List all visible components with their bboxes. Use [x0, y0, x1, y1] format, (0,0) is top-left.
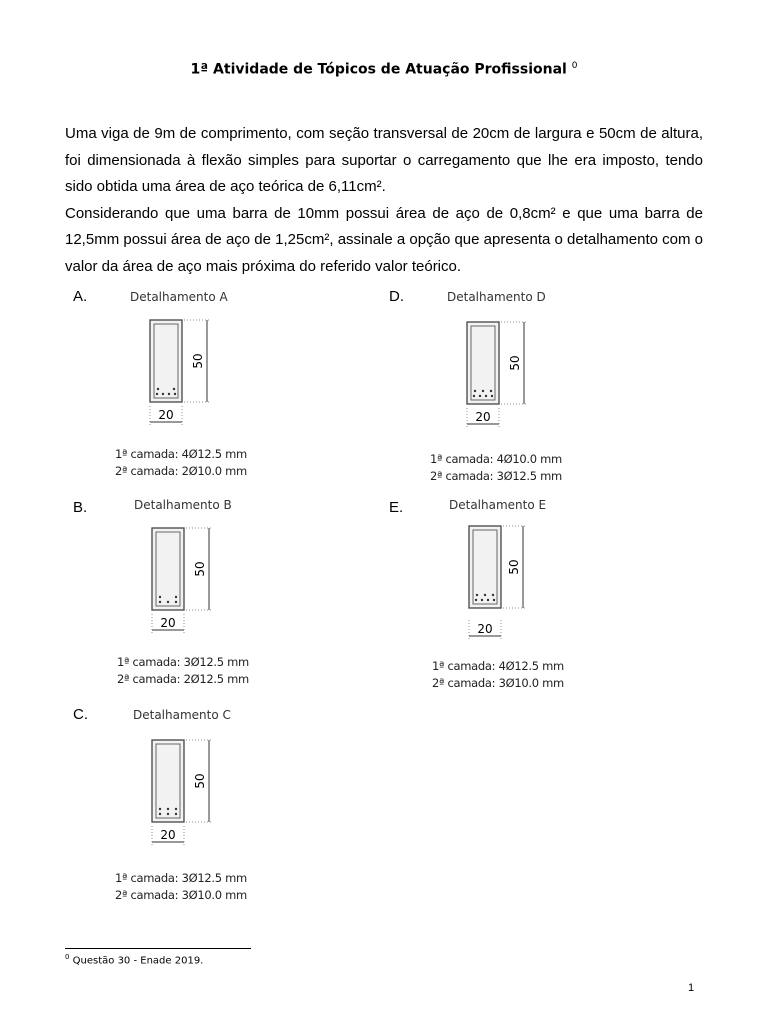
option-e-height-label: 50 [507, 559, 521, 575]
statement-paragraph-2: Considerando que uma barra de 10mm possui área de aço de 0,8cm² e que uma barra de 12,5mm possui área de aço de 1,25cm², assinale a opção que apresenta o detalhamento com o valor da área de aço mais próxima do referido valor teórico. [65, 204, 703, 275]
option-d-layer-1: 1ª camada: 4Ø10.0 mm [430, 452, 562, 466]
option-a-width-label: 20 [158, 408, 174, 422]
footnote-marker: 0 [65, 953, 70, 961]
option-d-letter: D. [389, 288, 404, 305]
statement-paragraph-1: Uma viga de 9m de comprimento, com seção transversal de 20cm de largura e 50cm de altura, foi dimensionada à flexão simples para suportar o carregamento que lhe era imposto, tendo sido obtida uma área de aço teórica de 6,11cm². [65, 125, 703, 196]
option-e-width-label: 20 [477, 622, 493, 636]
option-b-height-label: 50 [193, 561, 207, 577]
option-d-title: Detalhamento D [447, 290, 546, 304]
option-d-cross-section-drawing [447, 308, 567, 433]
option-a-layer-2: 2ª camada: 2Ø10.0 mm [115, 464, 247, 478]
option-e-title: Detalhamento E [449, 498, 547, 512]
option-c-title: Detalhamento C [133, 708, 231, 722]
option-d-height-label: 50 [508, 355, 522, 371]
footnote-text: Questão 30 - Enade 2019. [72, 955, 204, 967]
option-e-letter: E. [389, 499, 404, 516]
option-b-cross-section-drawing [134, 516, 254, 641]
option-a-height-label: 50 [191, 353, 205, 369]
option-a-letter: A. [73, 288, 88, 305]
option-c-layer-1: 1ª camada: 3Ø12.5 mm [115, 871, 247, 885]
option-b-title: Detalhamento B [134, 498, 232, 512]
option-e-layer-1: 1ª camada: 4Ø12.5 mm [432, 659, 564, 673]
footnote-separator [65, 948, 251, 949]
option-b-letter: B. [73, 499, 88, 516]
footnote [65, 953, 203, 966]
question-statement [65, 121, 703, 281]
option-a-title: Detalhamento A [130, 290, 228, 304]
option-b-layer-2: 2ª camada: 2Ø12.5 mm [117, 672, 249, 686]
option-b-layer-1: 1ª camada: 3Ø12.5 mm [117, 655, 249, 669]
document-title [0, 61, 768, 78]
page-number: 1 [688, 982, 695, 994]
title-footnote-marker: 0 [571, 61, 578, 71]
option-c-letter: C. [73, 706, 88, 723]
title-text: 1ª Atividade de Tópicos de Atuação Profissional [190, 61, 567, 78]
option-d-layer-2: 2ª camada: 3Ø12.5 mm [430, 469, 562, 483]
option-a-layer-1: 1ª camada: 4Ø12.5 mm [115, 447, 247, 461]
option-c-cross-section-drawing [133, 726, 253, 851]
option-e-cross-section-drawing [449, 516, 569, 641]
option-e-layer-2: 2ª camada: 3Ø10.0 mm [432, 676, 564, 690]
option-c-width-label: 20 [160, 828, 176, 842]
option-b-width-label: 20 [160, 616, 176, 630]
option-c-height-label: 50 [193, 773, 207, 789]
option-d-width-label: 20 [475, 410, 491, 424]
option-a-cross-section-drawing [130, 308, 250, 433]
option-c-layer-2: 2ª camada: 3Ø10.0 mm [115, 888, 247, 902]
